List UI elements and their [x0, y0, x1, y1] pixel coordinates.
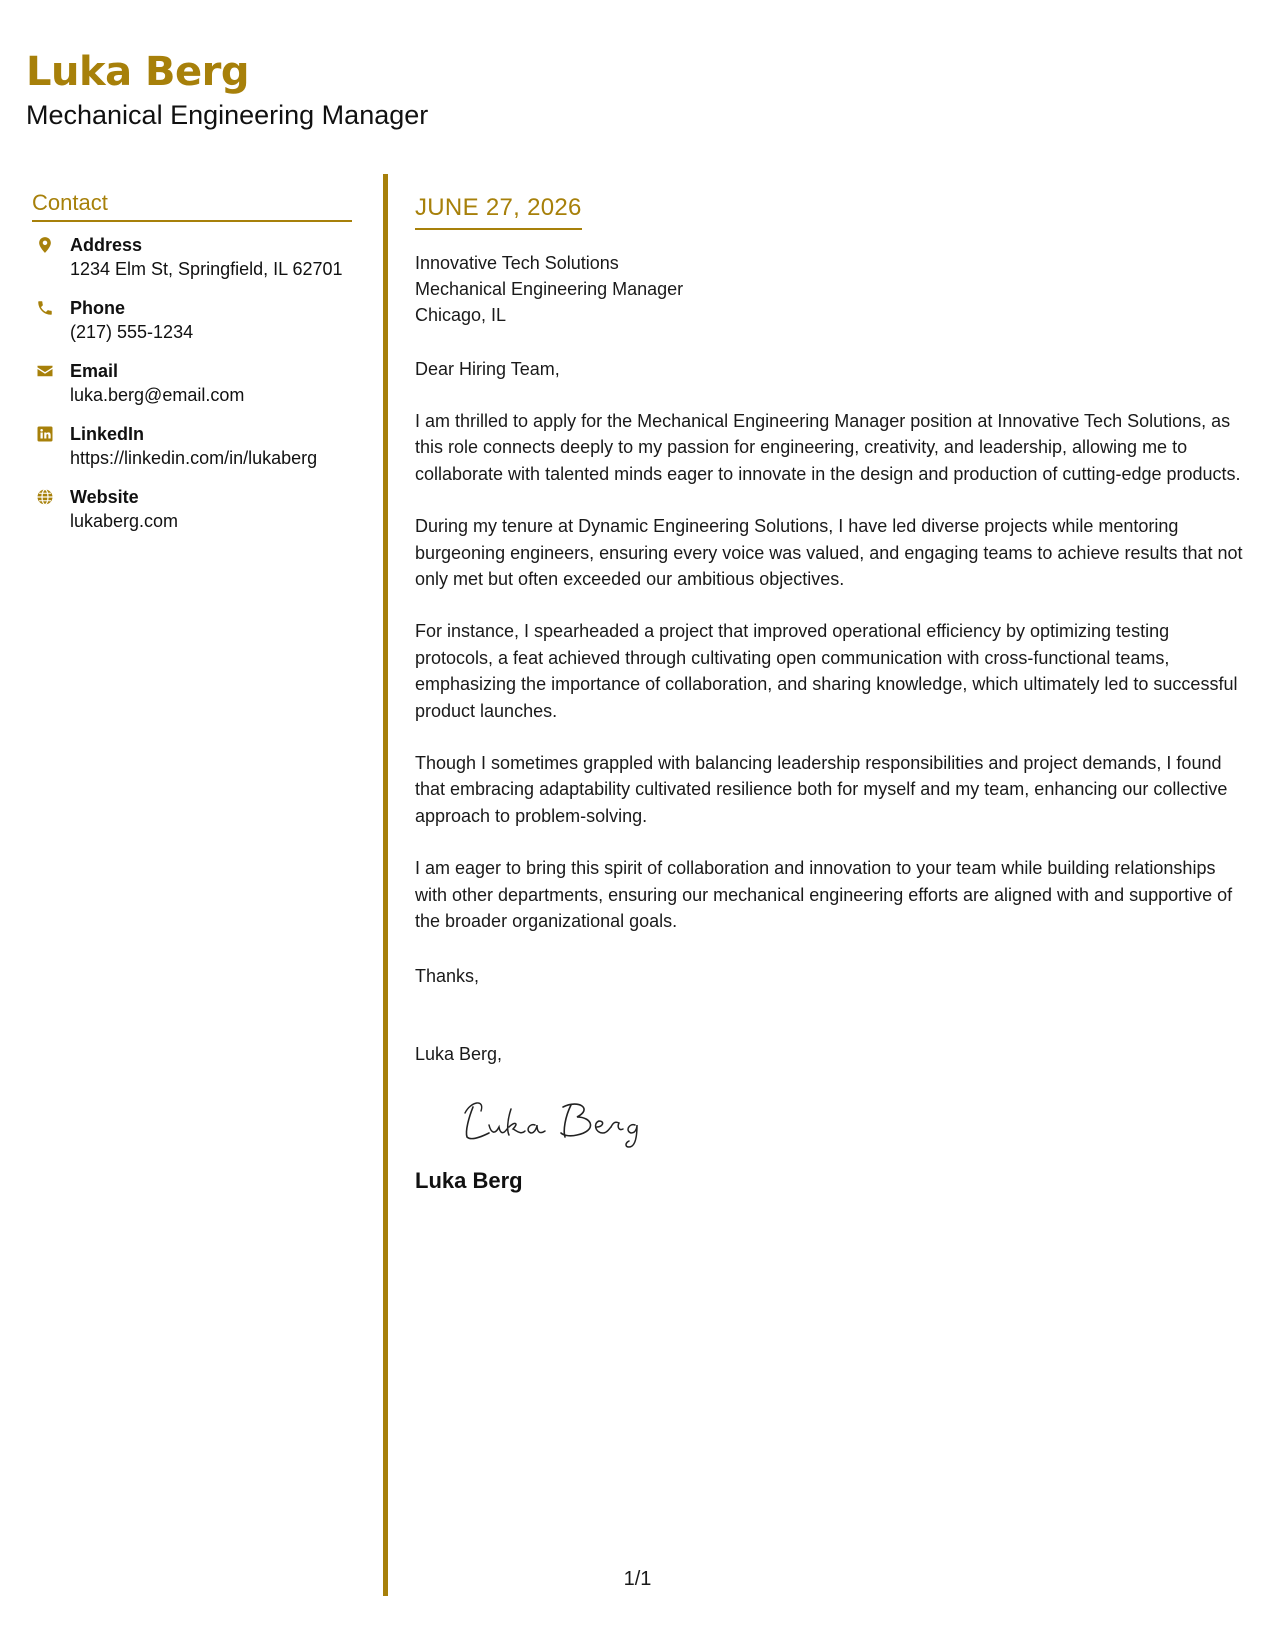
contact-label: Phone [70, 298, 126, 318]
signature-name: Luka Berg [415, 1167, 523, 1193]
body-paragraph: I am thrilled to apply for the Mechanical Engineering Manager position at Innovative Tech Solutions, as this role connects deeply to my passion for engineering, creativity, and leadership, allowing me to collaborate with talented minds eager to innovate in the design and production of cutting-edge products. [415, 411, 1241, 484]
applicant-name: Luka Berg [26, 49, 249, 95]
body-paragraph: During my tenure at Dynamic Engineering Solutions, I have led diverse projects while mentoring burgeoning engineers, ensuring every voice was valued, and engaging teams to achieve results that not only met but often exceeded our ambitious objectives. [415, 516, 1243, 590]
contact-label: Address [70, 235, 143, 255]
page-number: 1/1 [623, 1568, 652, 1590]
contact-item-website [32, 486, 352, 534]
contact-value: 1234 Elm St, Springfield, IL 62701 [70, 259, 343, 279]
contact-item-phone [32, 297, 352, 345]
recipient-location: Chicago, IL [415, 305, 507, 325]
body-paragraph: I am eager to bring this spirit of collaboration and innovation to your team while building relationships with other departments, ensuring our mechanical engineering efforts are aligned with and supportive of the broader organizational goals. [415, 858, 1233, 932]
applicant-title: Mechanical Engineering Manager [26, 100, 429, 130]
recipient-company: Innovative Tech Solutions [415, 253, 619, 273]
letter-date: JUNE 27, 2026 [415, 192, 582, 230]
signature-image [459, 1087, 679, 1151]
contact-sidebar [32, 190, 352, 549]
contact-item-linkedin [32, 423, 352, 471]
linkedin-icon [36, 425, 54, 443]
recipient-block [415, 250, 1251, 328]
contact-heading: Contact [32, 190, 352, 222]
contact-item-address [32, 234, 352, 282]
body-paragraph: For instance, I spearheaded a project that improved operational efficiency by optimizing testing protocols, a feat achieved through cultivating open communication with cross-functional teams, emphasizing the importance of collaboration, and sharing knowledge, which ultimately led to successful product launches. [415, 621, 1238, 721]
phone-icon [36, 299, 54, 317]
letter-body [415, 192, 1251, 1195]
contact-item-email [32, 360, 352, 408]
globe-icon [36, 488, 54, 506]
envelope-icon [36, 362, 54, 380]
contact-label: LinkedIn [70, 424, 145, 444]
vertical-divider [383, 174, 388, 1596]
contact-value: luka.berg@email.com [70, 385, 245, 405]
map-pin-icon [36, 236, 54, 254]
handwritten-signature [459, 1087, 1251, 1151]
signoff: Luka Berg, [415, 1043, 503, 1064]
salutation: Dear Hiring Team, [415, 359, 560, 379]
contact-label: Email [70, 361, 119, 381]
contact-value: (217) 555-1234 [70, 322, 194, 342]
body-paragraph: Though I sometimes grappled with balancing leadership responsibilities and project demands, I found that embracing adaptability cultivated resilience both for myself and my team, enhancing our collective approach to problem-solving. [415, 753, 1228, 826]
contact-value: lukaberg.com [70, 511, 179, 531]
closing: Thanks, [415, 965, 480, 986]
contact-value: https://linkedin.com/in/lukaberg [70, 448, 318, 468]
contact-label: Website [70, 487, 139, 507]
letter-header [26, 48, 428, 132]
recipient-position: Mechanical Engineering Manager [415, 279, 684, 299]
